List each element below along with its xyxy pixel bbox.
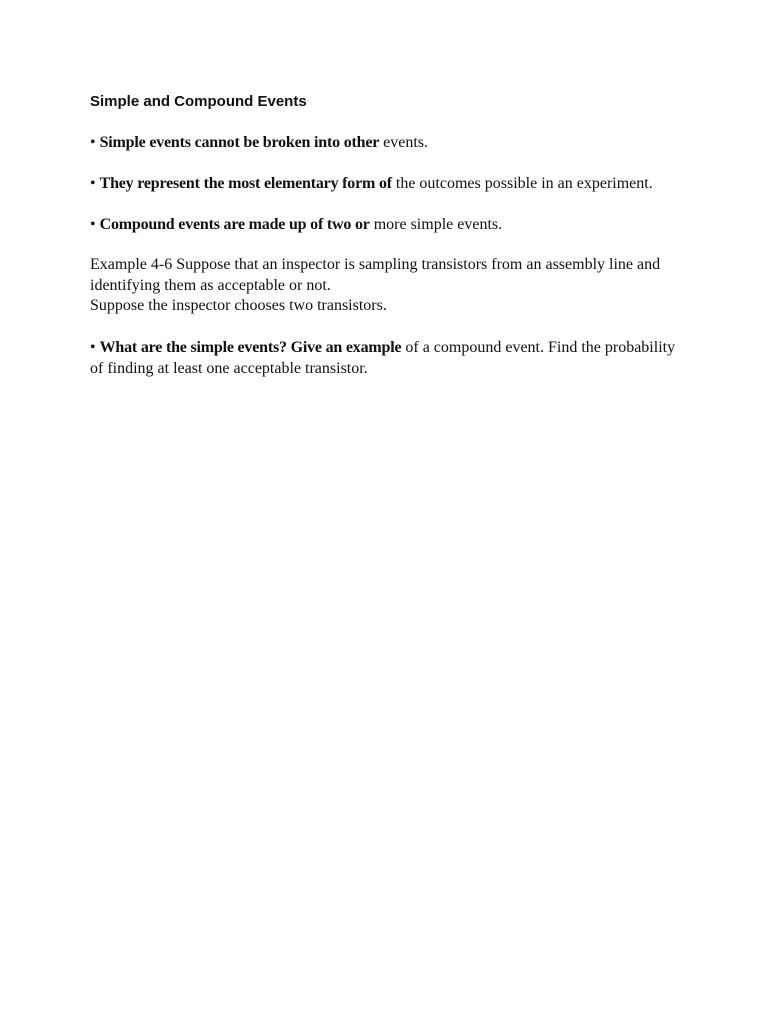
bullet-lead-text: Compound events are made up of two or bbox=[99, 216, 370, 233]
bullet-rest-text: more simple events. bbox=[369, 216, 503, 233]
bullet-rest-text: the outcomes possible in an experiment. bbox=[391, 175, 653, 192]
bullet-paragraph-elementary-form bbox=[90, 173, 680, 194]
example-text-second: Suppose the inspector chooses two transistors. bbox=[90, 297, 387, 314]
bullet-marker: • bbox=[90, 216, 96, 233]
bullet-lead-text: They represent the most elementary form of bbox=[99, 175, 392, 192]
document-content bbox=[90, 92, 680, 399]
bullet-marker: • bbox=[90, 338, 96, 356]
bullet-lead-text: Simple events cannot be broken into other bbox=[99, 134, 380, 151]
bullet-paragraph-compound-events bbox=[90, 214, 680, 235]
example-text: Example 4-6 Suppose that an inspector is sampling transistors from an assembly line and identifying them as acceptable or not. bbox=[90, 256, 661, 294]
bullet-lead-text: What are the simple events? Give an example bbox=[99, 338, 402, 356]
bullet-marker: • bbox=[90, 175, 96, 192]
bullet-marker: • bbox=[90, 134, 96, 151]
example-paragraph bbox=[90, 255, 680, 317]
bullet-paragraph-question bbox=[90, 337, 680, 379]
bullet-rest-text: of a compound event. Find the probability of finding at least one acceptable transistor. bbox=[90, 338, 676, 377]
bullet-rest-text: events. bbox=[379, 134, 428, 151]
page-title: Simple and Compound Events bbox=[90, 93, 307, 110]
bullet-paragraph-simple-events bbox=[90, 132, 680, 153]
